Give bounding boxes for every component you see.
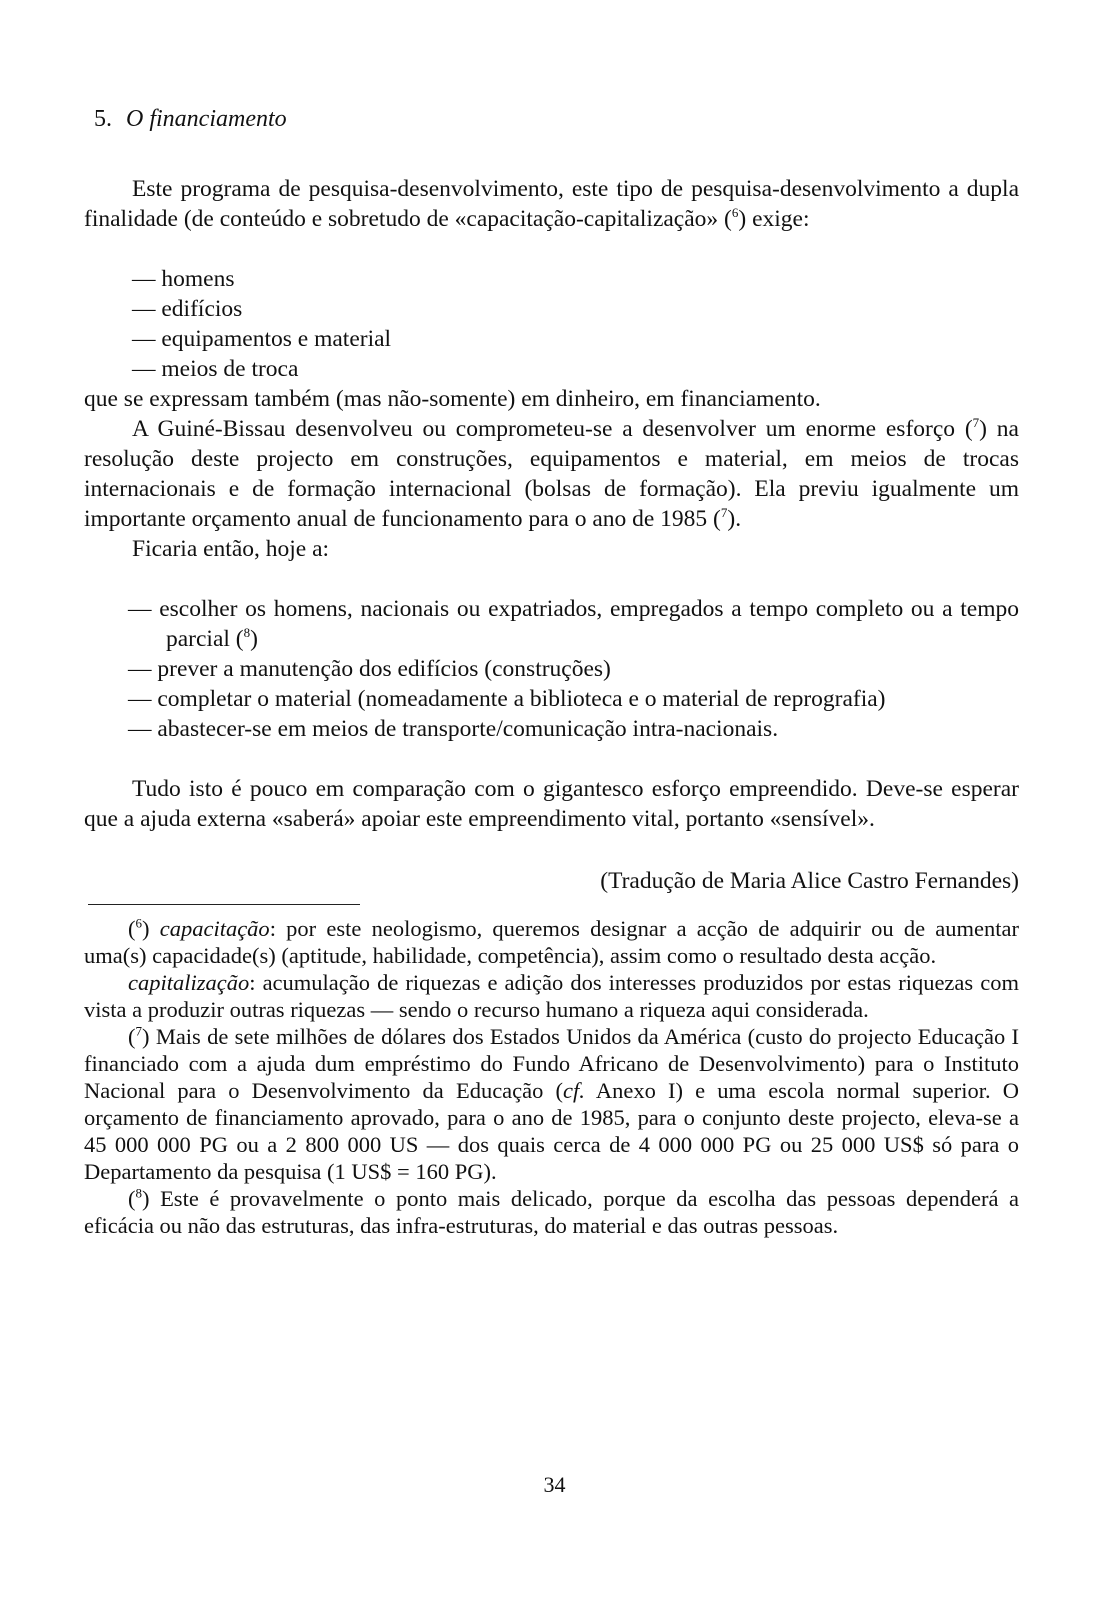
footnote-marker: 8	[135, 1185, 142, 1201]
footnote-8	[84, 1185, 1019, 1239]
guinea-text-1: A Guiné-Bissau desenvolveu ou comprometeu-se a desenvolver um enorme esforço (	[132, 416, 973, 442]
tasks-list	[128, 594, 1019, 744]
footnote-marker: 7	[135, 1023, 142, 1039]
footnote-marker: 6	[135, 915, 142, 931]
footnote-divider	[88, 904, 360, 905]
footnote-7	[84, 1023, 1019, 1185]
needs-item: — equipamentos e material	[132, 326, 392, 352]
footnotes	[84, 915, 1019, 1239]
footnote-ref-8: 8	[243, 625, 251, 641]
task-item	[128, 684, 1019, 714]
task-item	[128, 594, 1019, 654]
footnote-6b	[84, 969, 1019, 1023]
guinea-text-2: ) na resolução deste projecto em construções, equipamentos e material, em meios de trocas internacionais e de formação internacional (bolsas de formação). Ela previu igualmente um importante orçamento anual de funcionamento para o ano de 1985 (	[84, 416, 1019, 532]
today-intro: Ficaria então, hoje a:	[132, 536, 330, 562]
guinea-text-3: ).	[727, 506, 742, 532]
task-text: — completar o material (nomeadamente a biblioteca e o material de reprografia)	[128, 686, 886, 712]
footnote-6	[84, 915, 1019, 969]
page-number: 34	[543, 1472, 566, 1497]
intro-tail: ) exige:	[738, 206, 810, 232]
intro-text: Este programa de pesquisa-desenvolvimento, este tipo de pesquisa-desenvolvimento a dupla finalidade (de conteúdo e sobretudo de «capacitação-capitalização» (	[84, 176, 1019, 232]
task-text: — prever a manutenção dos edifícios (construções)	[128, 656, 611, 682]
section-number: 5.	[94, 106, 112, 132]
footnote-ref-7: 7	[972, 415, 980, 431]
needs-tail: que se expressam também (mas não-somente) em dinheiro, em financiamento.	[84, 386, 821, 412]
intro-paragraph	[84, 174, 1019, 234]
section-title: O financiamento	[126, 106, 287, 132]
term-capitalizacao: capitalização	[128, 970, 250, 995]
task-item	[128, 654, 1019, 684]
needs-item: — meios de troca	[132, 356, 299, 382]
task-text: — escolher os homens, nacionais ou expatriados, empregados a tempo completo ou a tempo parcial (	[128, 596, 1019, 652]
footnote-7-text: Mais de sete milhões de dólares dos Estados Unidos da América (custo do projecto Educação I financiado com a ajuda dum empréstimo do Fundo Africano de Desenvolvimento) para o Instituto Nacional para o Desenvolvimento da Educação (	[84, 1024, 1020, 1103]
needs-item: — edifícios	[132, 296, 243, 322]
task-tail: )	[250, 626, 258, 652]
footnote-7-text-2: Anexo I) e uma escola normal superior. O orçamento de financiamento aprovado, para o ano de 1985, para o conjunto deste projecto, eleva-se a 45 000 000 PG ou a 2 800 000 US — dos quais cerca de 4 000 000 PG ou 25 000 US$ só para o Departamento da pesquisa (1 US$ = 160 PG).	[84, 1078, 1019, 1184]
needs-item: — homens	[132, 266, 235, 292]
footnote-ref-7: 7	[720, 505, 728, 521]
term-capacitacao: capacitação	[159, 916, 270, 941]
footnote-8-text: Este é provavelmente o ponto mais delicado, porque da escolha das pessoas dependerá a eficácia ou não das estruturas, das infra-estruturas, do material e das outras pessoas.	[84, 1186, 1019, 1238]
paren: )	[142, 1024, 156, 1049]
section-heading	[94, 104, 1019, 134]
footnote-6b-text: : acumulação de riquezas e adição dos interesses produzidos por estas riquezas com vista a produzir outras riquezas — sendo o recurso humano a riqueza aqui considerada.	[84, 970, 1019, 1022]
footnote-6-text: : por este neologismo, queremos designar a acção de adquirir ou de aumentar uma(s) capacidade(s) (aptitude, habilidade, competência), assim como o resultado desta acção.	[84, 916, 1019, 968]
guinea-paragraph	[84, 414, 1019, 534]
paren: )	[142, 916, 160, 941]
paren: )	[142, 1186, 161, 1211]
paren: (	[128, 916, 136, 941]
closing-paragraph: Tudo isto é pouco em comparação com o gigantesco esforço empreendido. Deve-se esperar que a ajuda externa «saberá» apoiar este empreendimento vital, portanto «sensível».	[84, 776, 1019, 832]
needs-list	[132, 264, 1019, 384]
paren: (	[128, 1186, 136, 1211]
cf-abbrev: cf.	[563, 1078, 585, 1103]
paren: (	[128, 1024, 136, 1049]
task-item	[128, 714, 1019, 744]
footnote-ref-6: 6	[731, 205, 739, 221]
translation-credit: (Tradução de Maria Alice Castro Fernandes)	[600, 868, 1019, 894]
task-text: — abastecer-se em meios de transporte/comunicação intra-nacionais.	[128, 716, 779, 742]
